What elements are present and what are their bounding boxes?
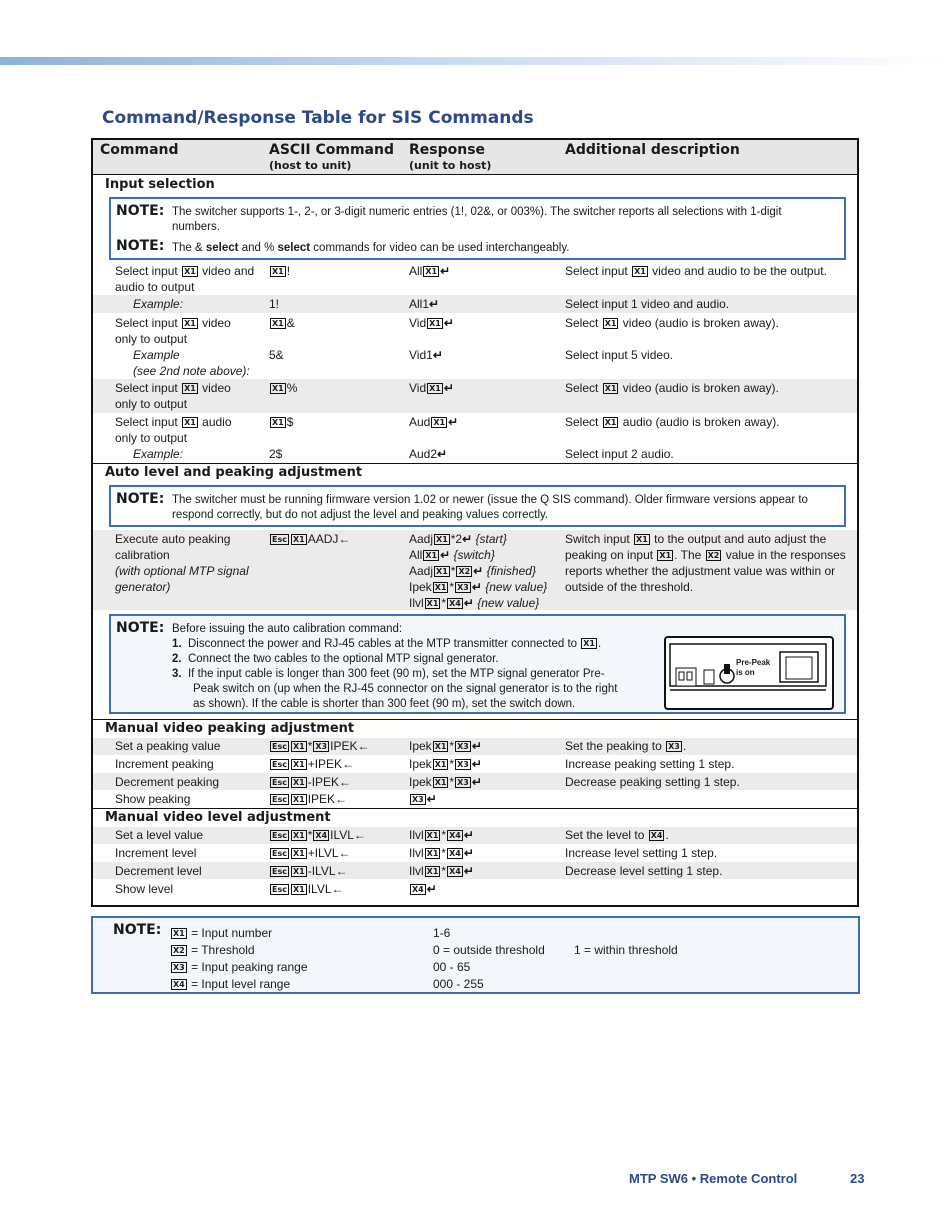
variable-x2: X2 = Threshold (173, 943, 255, 957)
note-label: NOTE: (116, 620, 165, 636)
note-label: NOTE: (116, 491, 165, 507)
increment-level-response: Ilvl X1 * X4 ↵ (409, 846, 474, 860)
example-label: Example: (133, 447, 184, 461)
show-peaking-command: Show peaking (115, 792, 191, 806)
set-level-ascii: Esc X1 * X4 ILVL← (272, 828, 366, 842)
example-response: All1↵ (409, 297, 440, 311)
example-ascii: 2$ (269, 447, 283, 461)
calibration-step-3-line-3: as shown). If the cable is shorter than 300 feet (90 m), set the switch down. (193, 698, 576, 710)
auto-peaking-command: Execute auto peaking calibration (with optional MTP signal generator) (115, 532, 249, 594)
increment-peaking-command: Increment peaking (115, 757, 214, 771)
row-select-video-pct-response: Vid X1 ↵ (409, 381, 454, 395)
note-label: NOTE: (116, 203, 165, 219)
decrement-level-ascii: Esc X1 -ILVL← (272, 864, 348, 878)
example-response: Aud2↵ (409, 447, 448, 461)
variable-x3-range: 00 - 65 (433, 960, 471, 974)
row-select-audio-response: Aud X1 ↵ (409, 415, 459, 429)
decrement-peaking-response: Ipek X1 * X3 ↵ (409, 775, 482, 789)
increment-peaking-desc: Increase peaking setting 1 step. (565, 757, 735, 771)
increment-level-command: Increment level (115, 846, 197, 860)
row-select-video-response: Vid X1 ↵ (409, 316, 454, 330)
set-peaking-ascii: Esc X1 * X3 IPEK← (272, 739, 370, 753)
sis-command-table (91, 138, 859, 907)
note-text-1: The switcher supports 1-, 2-, or 3-digit numeric entries (1!, 02&, or 003%). The switcher reports all selections with 1-digit numbers. (172, 206, 782, 233)
variable-x4: X4 = Input level range (173, 977, 291, 991)
section-divider (93, 808, 857, 809)
row-select-video-ascii: X1 & (272, 316, 295, 330)
section-divider (93, 463, 857, 464)
decrement-peaking-ascii: Esc X1 -IPEK← (272, 775, 352, 789)
calibration-step-3-line-2: Peak switch on (up when the RJ-45 connector on the signal generator is to the right (193, 683, 618, 695)
page-title: Command/Response Table for SIS Commands (102, 108, 534, 128)
note-firmware-text: The switcher must be running firmware version 1.02 or newer (issue the Q SIS command). Older firmware versions appear to respond correctly, but do not adjust the level and peaking values correctly. (172, 494, 808, 521)
decrement-peaking-command: Decrement peaking (115, 775, 220, 789)
section-input-selection: Input selection (105, 177, 215, 192)
row-select-video-pct-command: Select input X1 video only to output (115, 381, 231, 411)
note-calibration (109, 614, 846, 714)
set-peaking-command: Set a peaking value (115, 739, 221, 753)
set-level-command: Set a level value (115, 828, 204, 842)
variable-x1: X1 = Input number (173, 926, 273, 940)
row-shade (93, 827, 857, 844)
row-select-audio-ascii: X1 $ (272, 415, 294, 429)
decrement-level-command: Decrement level (115, 864, 202, 878)
auto-peaking-ascii: Esc X1 AADJ← (272, 532, 351, 546)
note-firmware (109, 485, 846, 527)
header-command: Command (100, 142, 179, 158)
row-select-video-pct-desc: Select X1 video (audio is broken away). (565, 381, 779, 395)
section-auto-level: Auto level and peaking adjustment (105, 465, 363, 480)
variables-note (91, 916, 860, 994)
note-input-selection (109, 197, 846, 260)
show-level-command: Show level (115, 882, 174, 896)
increment-peaking-ascii: Esc X1 +IPEK← (272, 757, 355, 771)
show-peaking-ascii: Esc X1 IPEK← (272, 792, 348, 806)
variable-x2-range: 0 = outside threshold (433, 943, 545, 957)
row-shade (93, 862, 857, 879)
note-text-2: The & select and % select commands for video can be used interchangeably. (172, 242, 570, 254)
set-peaking-desc: Set the peaking to X3 . (565, 739, 687, 753)
header-additional-description: Additional description (565, 142, 740, 158)
auto-peaking-desc: Switch input X1 to the output and auto adjust the peaking on input X1 . The X2 value in the responses reports whether the adjustment value was within or outside of the threshold. (565, 532, 846, 594)
auto-peaking-response: Aadj X1 *2↵ {start} All X1 ↵ {switch} Aadj X1 * X2 ↵ {finished} Ipek X1 * X3 ↵ {new value} Ilvl X1 * X4 ↵ {new value} (409, 532, 548, 610)
row-select-video-command: Select input X1 video only to output (115, 316, 231, 346)
variable-x1-range: 1-6 (433, 926, 451, 940)
example-response: Vid1↵ (409, 348, 443, 362)
example-label: Example (see 2nd note above): (133, 348, 250, 378)
row-select-video-pct-ascii: X1 % (272, 381, 298, 395)
row-select-input-video-audio-desc: Select input X1 video and audio to be the output. (565, 264, 827, 278)
example-desc: Select input 1 video and audio. (565, 297, 730, 311)
example-label: Example: (133, 297, 184, 311)
header-response: Response (unit to host) (409, 142, 492, 172)
show-level-response: X4 ↵ (412, 882, 437, 896)
note-label: NOTE: (116, 238, 165, 254)
decrement-peaking-desc: Decrease peaking setting 1 step. (565, 775, 740, 789)
decrement-level-response: Ilvl X1 * X4 ↵ (409, 864, 474, 878)
section-manual-peaking: Manual video peaking adjustment (105, 721, 355, 736)
row-shade (93, 295, 857, 313)
set-peaking-response: Ipek X1 * X3 ↵ (409, 739, 482, 753)
note-calibration-intro: Before issuing the auto calibration command: (172, 623, 403, 635)
section-manual-level: Manual video level adjustment (105, 810, 331, 825)
increment-level-ascii: Esc X1 +ILVL← (272, 846, 351, 860)
increment-peaking-response: Ipek X1 * X3 ↵ (409, 757, 482, 771)
example-desc: Select input 5 video. (565, 348, 674, 362)
row-select-video-desc: Select X1 video (audio is broken away). (565, 316, 779, 330)
show-peaking-response: X3 ↵ (412, 792, 437, 806)
row-select-audio-desc: Select X1 audio (audio is broken away). (565, 415, 780, 429)
row-select-input-video-audio-command: Select input X1 video and audio to output (115, 264, 255, 294)
signal-generator-illustration (664, 636, 834, 710)
set-level-response: Ilvl X1 * X4 ↵ (409, 828, 474, 842)
variable-x3: X3 = Input peaking range (173, 960, 308, 974)
calibration-step-3: 3. If the input cable is longer than 300 feet (90 m), set the MTP signal generator Pre- (172, 668, 605, 680)
example-desc: Select input 2 audio. (565, 447, 674, 461)
decrement-level-desc: Decrease level setting 1 step. (565, 864, 723, 878)
calibration-step-2: 2. Connect the two cables to the optional MTP signal generator. (172, 653, 499, 665)
note-label: NOTE: (113, 922, 162, 938)
row-select-input-video-audio-ascii: X1 ! (272, 264, 291, 278)
set-level-desc: Set the level to X4 . (565, 828, 669, 842)
increment-level-desc: Increase level setting 1 step. (565, 846, 718, 860)
table-header (93, 140, 857, 175)
footer-doc-title: MTP SW6 • Remote Control (629, 1171, 798, 1186)
variable-x4-range: 000 - 255 (433, 977, 484, 991)
footer-page-number: 23 (850, 1171, 865, 1186)
example-ascii: 1! (269, 297, 280, 311)
calibration-step-1: 1. Disconnect the power and RJ-45 cables at the MTP transmitter connected to X1 . (172, 638, 602, 650)
top-gradient-bar (0, 57, 950, 65)
section-divider (93, 719, 857, 720)
pre-peak-label: Pre-Peak is on (736, 658, 771, 677)
header-ascii-command: ASCII Command (host to unit) (269, 142, 394, 172)
row-select-input-video-audio-response: All X1 ↵ (409, 264, 451, 278)
variable-x2-extra: 1 = within threshold (574, 943, 678, 957)
show-level-ascii: Esc X1 ILVL← (272, 882, 344, 896)
example-ascii: 5& (269, 348, 284, 362)
row-select-audio-command: Select input X1 audio only to output (115, 415, 232, 445)
